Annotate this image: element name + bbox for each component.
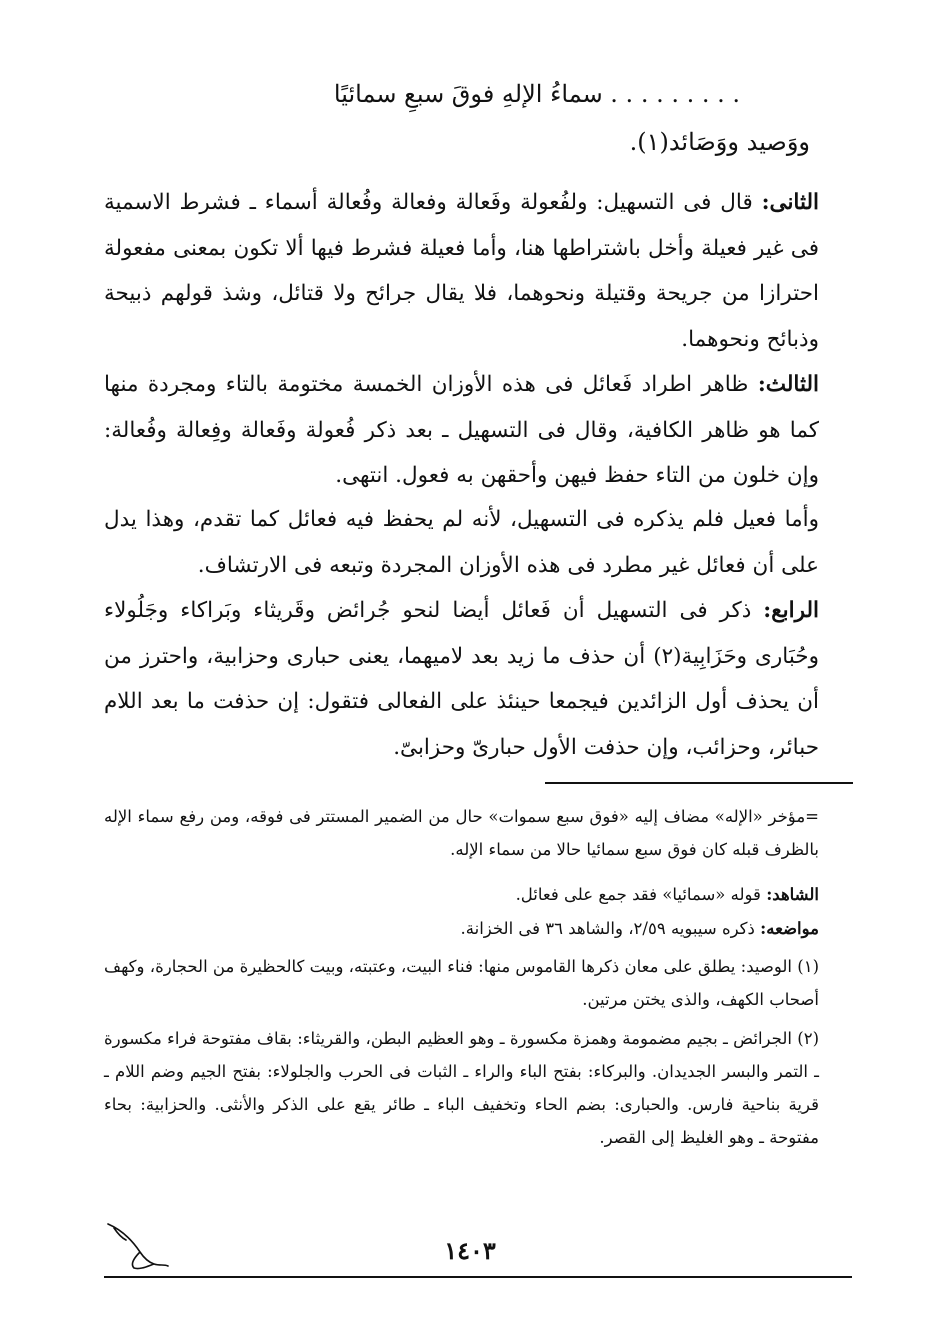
footnote-shahid [104, 878, 819, 911]
verse-line: . . . . . . . . . سماءُ الإلهِ فوقَ سبعِ سمائيًا [333, 80, 740, 108]
footnote-1: (١) الوصيد: يطلق على معان ذكرها القاموس منها: فناء البيت، وعتبته، وبيت كالحظيرة من الحجارة، وكهف أصحاب الكهف، والذى يختن مرتين. [104, 957, 819, 1009]
footnote-separator [545, 782, 853, 784]
mawadi-label: مواضعه: [760, 919, 819, 938]
verse-continuation: ووَصيد ووَصَائد(١). [629, 128, 810, 156]
paragraph-label: الثالث: [757, 372, 819, 397]
paragraph-third [104, 362, 819, 499]
mawadi-text: ذكره سيبويه ٢/٥٩، والشاهد ٣٦ فى الخزانة. [460, 919, 755, 938]
paragraph-text: ذكر فى التسهيل أن فَعائل أيضا لنحو جُرائض وقَريثاء وبَراكاء وجَلُولاء وحُبَارى وحَزَابِية(٢) أن حذف ما زيد بعد لاميهما، يعنى حبارى وحزابية، واحترز من أن يحذف أول الزائدين فيجمعا حينئذ على الفعالى فتقول: إن حذفت ما بعد اللام حبائر، وحزائب، وإن حذفت الأول حبارىّ وحزابىّ. [104, 598, 819, 760]
paragraph-second [104, 180, 819, 362]
signature-mark-icon [104, 1218, 174, 1273]
paragraph-label: الرابع: [763, 598, 819, 623]
footnote-continuation: =مؤخر «الإله» مضاف إليه «فوق سبع سموات» حال من الضمير المستتر فى فوقه، ومن رفع سماء الإله بالظرف قبله كان فوق سبع سمائيا حالا من سماء الإله. [104, 807, 819, 859]
paragraph-text: وأما فعيل فلم يذكره فى التسهيل، لأنه لم يحفظ فيه فعائل كما تقدم، وهذا يدل على أن فعائل غير مطرد فى هذه الأوزان المجردة وتبعه فى الارتشاف. [104, 507, 819, 578]
page-bottom-rule [104, 1276, 852, 1278]
page-number: ١٤٠٣ [444, 1236, 496, 1265]
paragraph-text: قال فى التسهيل: ولفُعولة وفَعالة وفعالة وفُعالة أسماء ـ فشرط الاسمية فى غير فعيلة وأخل باشتراطها هنا، وأما فعيلة فشرط فيها ألا تكون بمعنى مفعولة احترازا من جريحة وقتيلة ونحوهما، فلا يقال جرائح ولا قتائل، وشذ قولهم ذبيحة وذبائح ونحوهما. [104, 190, 819, 352]
paragraph-faeel [104, 497, 819, 588]
paragraph-text: ظاهر اطراد فَعائل فى هذه الأوزان الخمسة مختومة بالتاء ومجردة منها كما هو ظاهر الكافية، وقال فى التسهيل ـ بعد ذكر فُعولة وفَعالة وفِعالة وفُعالة: وإن خلون من التاء حفظ فيهن وأحقهن به فعول. انتهى. [104, 372, 819, 488]
shahid-label: الشاهد: [766, 885, 819, 904]
footnote-2: (٢) الجرائض ـ بجيم مضمومة وهمزة مكسورة ـ وهو العظيم البطن، والقريثاء: بقاف مفتوحة فراء مكسورة ـ التمر والبسر الجديدان. والبركاء: بفتح الباء والراء ـ الثبات فى الحرب والجلولاء: بفتح الجيم وضم اللام ـ قرية بناحية فارس. والحبارى: بضم الحاء وتخفيف الباء ـ طائر يقع على الذكر والأنثى. والحزابية: بحاء مفتوحة ـ وهو الغليظ إلى القصر. [104, 1029, 819, 1147]
paragraph-fourth [104, 588, 819, 770]
paragraph-label: الثانى: [761, 190, 819, 215]
footnote-mawadi [104, 912, 819, 945]
shahid-text: قوله «سمائيا» فقد جمع على فعائل. [515, 885, 761, 904]
